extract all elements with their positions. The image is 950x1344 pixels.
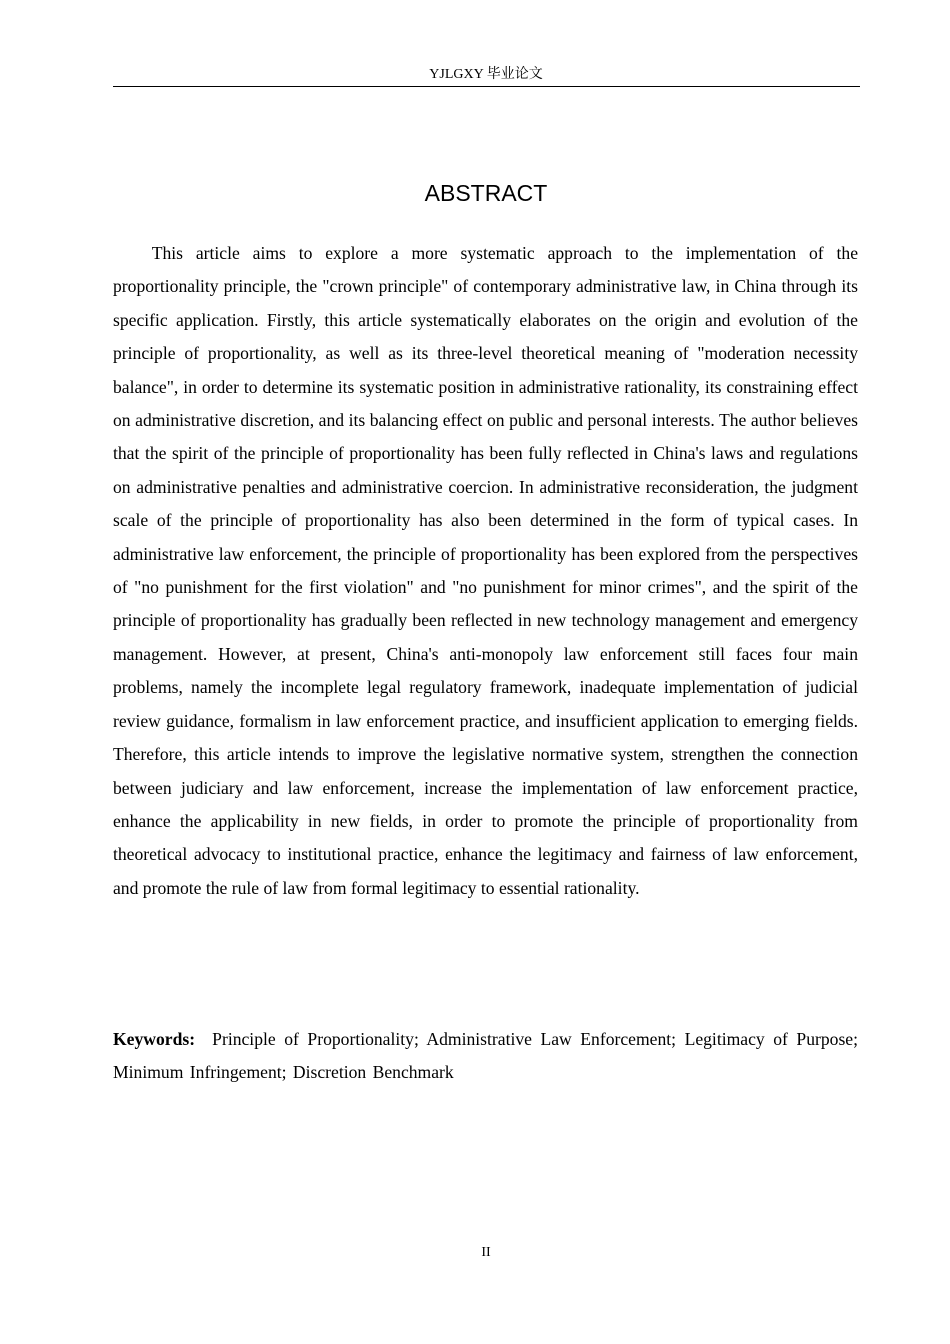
keywords-label: Keywords: <box>113 1029 196 1049</box>
page-number: II <box>481 1245 491 1260</box>
abstract-title: ABSTRACT <box>424 180 548 206</box>
header-rule <box>113 86 860 87</box>
keywords-paragraph <box>113 1023 858 1090</box>
keywords-text: Principle of Proportionality; Administrative Law Enforcement; Legitimacy of Purpose; Minimum Infringement; Discretion Benchmark <box>113 1029 858 1083</box>
abstract-body: This article aims to explore a more systematic approach to the implementation of the proportionality principle, the "crown principle" of contemporary administrative law, in China through its specific application. Firstly, this article systematically elaborates on the origin and evolution of the principle of proportionality, as well as its three-level theoretical meaning of "moderation necessity balance", in order to determine its systematic position in administrative rationality, its constraining effect on administrative discretion, and its balancing effect on public and personal interests. The author believes that the spirit of the principle of proportionality has been fully reflected in China's laws and regulations on administrative penalties and administrative coercion. In administrative reconsideration, the judgment scale of the principle of proportionality has also been determined in the form of typical cases. In administrative law enforcement, the principle of proportionality has been explored from the perspectives of "no punishment for the first violation" and "no punishment for minor crimes", and the spirit of the principle of proportionality has gradually been reflected in new technology management and emergency management. However, at present, China's anti-monopoly law enforcement still faces four main problems, namely the incomplete legal regulatory framework, inadequate implementation of judicial review guidance, formalism in law enforcement practice, and insufficient application to emerging fields. Therefore, this article intends to improve the legislative normative system, strengthen the connection between judiciary and law enforcement, increase the implementation of law enforcement practice, enhance the applicability in new fields, in order to promote the principle of proportionality from theoretical advocacy to institutional practice, enhance the legitimacy and fairness of law enforcement, and promote the rule of law from formal legitimacy to essential rationality. <box>113 243 858 898</box>
running-header: YJLGXY 毕业论文 <box>429 67 543 82</box>
